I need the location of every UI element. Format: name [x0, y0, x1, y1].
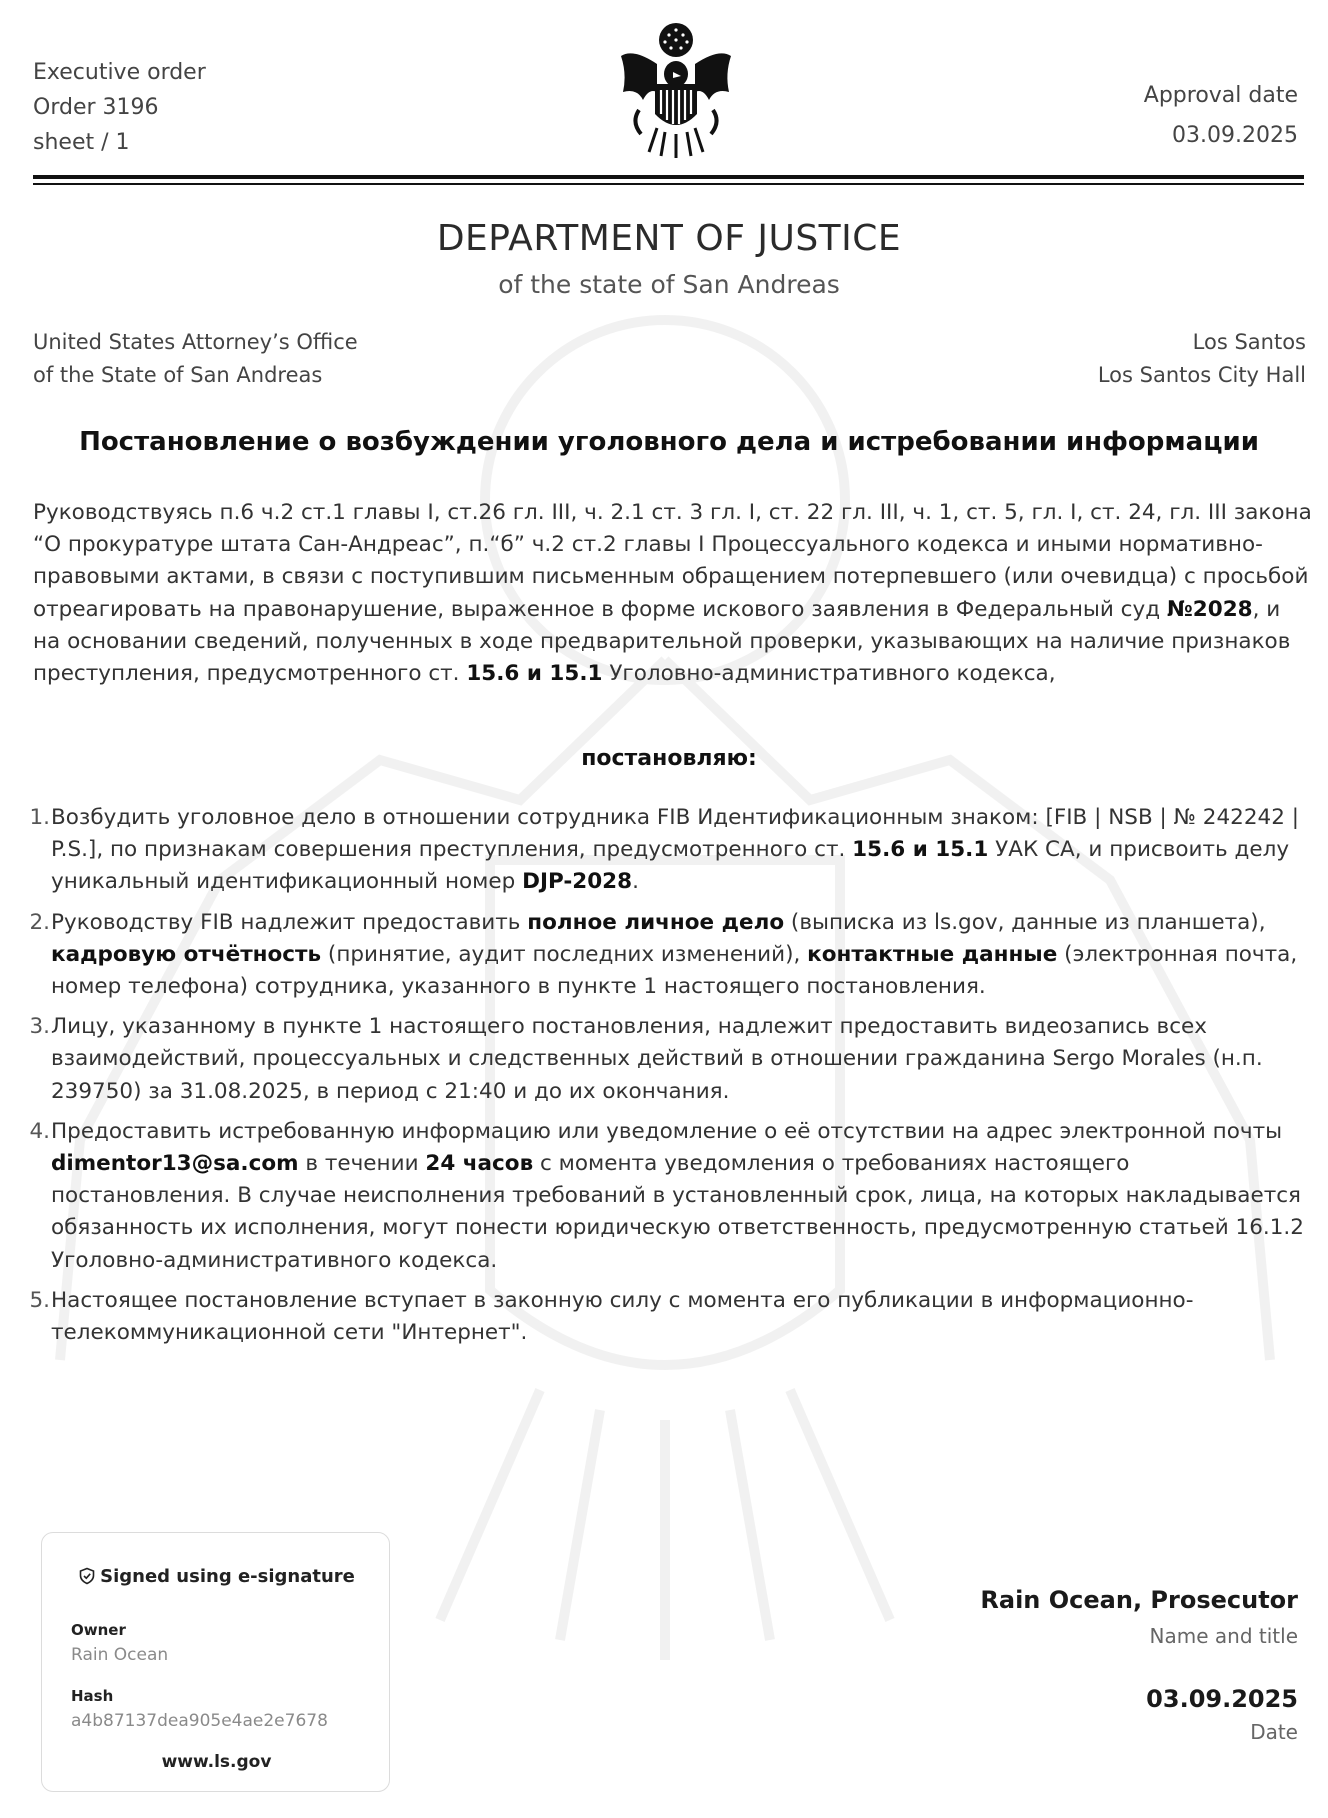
email-address: dimentor13@sa.com — [51, 1151, 299, 1177]
item-number: 5. — [29, 1287, 50, 1313]
department-title: DEPARTMENT OF JUSTICE — [436, 218, 902, 259]
hash-label: Hash — [71, 1687, 114, 1705]
text-run: с момента уведомления о требованиях настоящего постановления. В случае неисполнения требований в установленный срок, лица, на которых накладывается обязанность их исполнения, могут понести юридическую ответственность, предусмотренную статьей 16.1.2 Уголовно-административного кодекса. — [51, 1151, 1304, 1273]
location-line: Los Santos City Hall — [1097, 363, 1306, 387]
emphasis-text: полное личное дело — [527, 909, 785, 935]
item-number: 3. — [29, 1014, 50, 1040]
owner-value: Rain Ocean — [71, 1645, 169, 1665]
text-run: (выписка из ls.gov, данные из планшета), — [784, 909, 1266, 935]
item-number: 1. — [29, 805, 50, 830]
item-text — [51, 1285, 1310, 1349]
emphasis-text: кадровую отчётность — [51, 941, 322, 967]
header-divider-thin — [33, 183, 1304, 185]
list-item — [0, 907, 1310, 1004]
article-numbers: 15.6 и 15.1 — [466, 661, 603, 687]
list-item — [0, 802, 1310, 899]
signature-date: 03.09.2025 — [1146, 1685, 1298, 1713]
text-run: Лицу, указанному в пункте 1 настоящего постановления, надлежит предоставить видеозапись всех взаимодействий, процессуальных и следственных действий в отношении гражданина Sergo Morales (н.п. 239750) за 31.08.2025, в период с 21:40 и до их окончания. — [51, 1014, 1263, 1104]
text-run: Настоящее постановление вступает в законную силу с момента его публикации в информационно-телекоммуникационной сети "Интернет". — [51, 1287, 1194, 1346]
department-subtitle: of the state of San Andreas — [498, 270, 840, 299]
preamble-text: , и на основании сведений, полученных в ходе предварительной проверки, указывающих на наличие признаков преступления, предусмотренного ст. — [33, 596, 1291, 687]
text-run: УАК СА, и присвоить делу уникальный идентификационный номер — [51, 837, 1290, 895]
item-text — [51, 1116, 1310, 1277]
text-run: Возбудить уголовное дело в отношении сотрудника FIB Идентификационным знаком: [FIB | NSB | № 242242 | P.S.], по признакам совершения преступления, предусмотренного ст. — [51, 805, 1299, 863]
hash-value: a4b87137dea905e4ae2e7678 — [71, 1711, 328, 1731]
list-item — [0, 1285, 1310, 1349]
signature-date-caption: Date — [1250, 1720, 1298, 1744]
claim-number: №2028 — [1166, 596, 1253, 622]
item-number: 2. — [29, 909, 50, 935]
preamble-text: Руководствуясь п.6 ч.2 ст.1 главы I, ст.26 гл. III, ч. 2.1 ст. 3 гл. I, ст. 22 гл. III, ч. 1, ст. 5, гл. I, ст. 24, гл. III закона “О прокуратуре штата Сан-Андреас”, п.“б” ч.2 ст.2 главы I Процессуального кодекса и иными нормативно-правовыми актами, в связи с поступившим письменным обращением потерпевшего (или очевидца) с просьбой отреагировать на правонарушение, выраженное в форме искового заявления в Федеральный суд — [33, 500, 1312, 622]
order-number: Order 3196 — [33, 95, 159, 120]
emphasis-text: контактные данные — [807, 941, 1058, 967]
preamble-paragraph — [33, 497, 1313, 690]
item-text — [51, 1011, 1310, 1108]
office-line: of the State of San Andreas — [33, 363, 323, 387]
approval-label: Approval date — [1143, 83, 1298, 108]
website-link[interactable]: www.ls.gov — [161, 1752, 272, 1772]
order-type: Executive order — [33, 60, 206, 85]
preamble-text: Уголовно-административного кодекса, — [602, 661, 1056, 687]
text-run: в течении — [298, 1151, 426, 1177]
decree-heading: постановляю: — [581, 746, 757, 771]
item-text — [51, 907, 1310, 1004]
case-id: DJP-2028 — [522, 869, 633, 895]
approval-date: 03.09.2025 — [1172, 123, 1298, 148]
office-name — [33, 326, 358, 392]
text-run: Руководству FIB надлежит предоставить — [51, 909, 528, 935]
shield-check-icon — [78, 1567, 96, 1585]
approval-info — [1144, 76, 1298, 156]
text-run: (электронная почта, номер телефона) сотрудника, указанного в пункте 1 настоящего постановления. — [51, 941, 1298, 1000]
item-number: 4. — [29, 1118, 50, 1144]
text-run: Предоставить истребованную информацию или уведомление о её отсутствии на адрес электронной почты — [51, 1118, 1283, 1144]
office-line: United States Attorney’s Office — [33, 330, 358, 354]
resolution-list — [0, 802, 1310, 1357]
text-run: (принятие, аудит последних изменений), — [321, 941, 808, 967]
item-text — [51, 802, 1310, 899]
e-signature-heading — [42, 1566, 391, 1587]
sheet-number: sheet / 1 — [33, 130, 130, 155]
deadline: 24 часов — [425, 1151, 534, 1177]
signatory-name-caption: Name and title — [1149, 1624, 1298, 1648]
office-location — [1098, 326, 1306, 392]
order-info — [33, 55, 206, 160]
list-item — [0, 1011, 1310, 1108]
article-numbers: 15.6 и 15.1 — [852, 837, 989, 863]
owner-label: Owner — [71, 1621, 126, 1639]
list-item — [0, 1116, 1310, 1277]
e-signature-card — [41, 1532, 390, 1792]
e-signature-title: Signed using e-signature — [100, 1566, 355, 1587]
header-divider — [33, 175, 1304, 179]
eagle-seal-icon — [613, 18, 739, 160]
location-line: Los Santos — [1192, 330, 1306, 354]
document-title: Постановление о возбуждении уголовного дела и истребовании информации — [79, 427, 1259, 457]
text-run: . — [632, 869, 639, 895]
signatory-name: Rain Ocean, Prosecutor — [980, 1586, 1298, 1614]
